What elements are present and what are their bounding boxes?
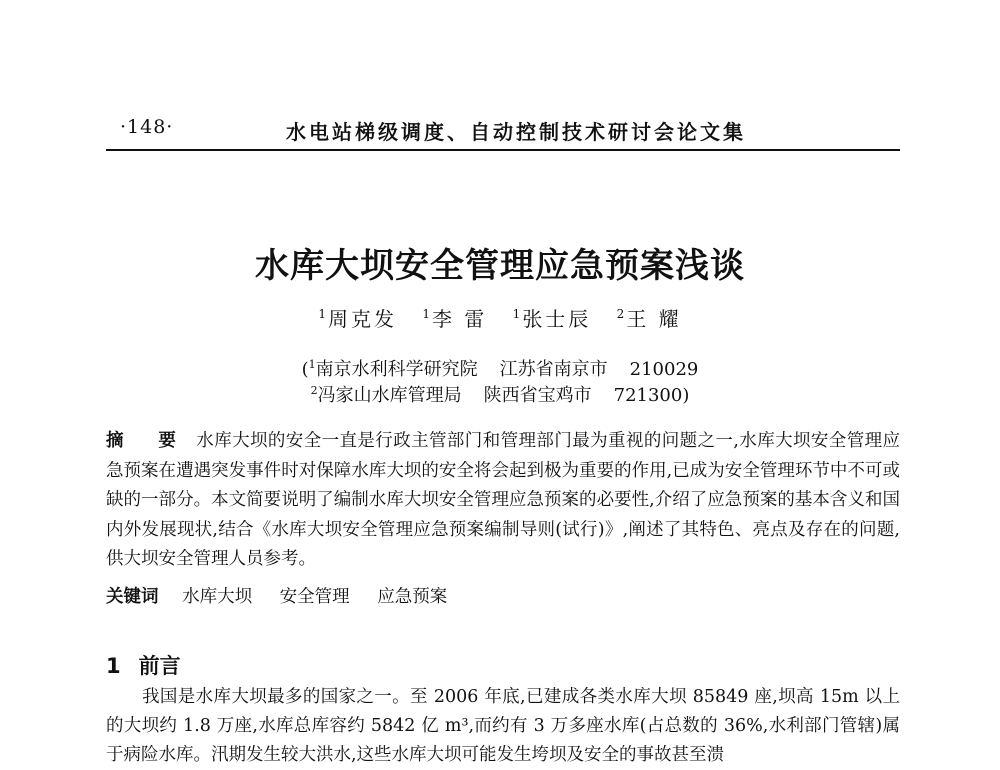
running-header (106, 116, 900, 146)
paper-title: 水库大坝安全管理应急预案浅谈 (255, 246, 745, 286)
header-rule (106, 149, 900, 151)
author: $^2$ 王 耀 (616, 307, 682, 331)
body-paragraph: 我国是水库大坝最多的国家之一。至 2006 年底,已建成各类水库大坝 85849 座,坝高 15m 以上的大坝约 1.8 万座,水库总库容约 5842 亿 m³,而约有 3 万多座水库(占总数的 36%,水利部门管辖)属于病险水库。汛期发生较大洪水,这些水库大坝可能发生垮坝及安全的事故甚至溃 (106, 687, 900, 765)
abstract-text: 水库大坝的安全一直是行政主管部门和管理部门最为重视的问题之一,水库大坝安全管理应急预案在遭遇突发事件时对保障水库大坝的安全将会起到极为重要的作用,已成为安全管理环节中不可或缺的一部分。本文简要说明了编制水库大坝安全管理应急预案的必要性,介绍了应急预案的基本含义和国内外发展现状,结合《水库大坝安全管理应急预案编制导则(试行)》,阐述了其特色、亮点及存在的问题,供大坝安全管理人员参考。 (106, 431, 900, 569)
keyword: 安全管理 (279, 587, 350, 607)
page-number: ·148· (120, 116, 174, 138)
author: $^1$ 李 雷 (422, 307, 488, 331)
affiliation: $^2$冯家山水库管理局 陕西省宝鸡市 721300) (310, 384, 690, 406)
author: $^1$ 张士辰 (512, 307, 592, 331)
section-number: 1 (106, 654, 121, 678)
section-title: 前言 (138, 654, 181, 678)
author-list (0, 303, 1000, 332)
abstract (106, 427, 900, 575)
abstract-label: 摘 要 (106, 431, 191, 451)
keyword: 应急预案 (377, 587, 448, 607)
running-title: 水电站梯级调度、自动控制技术研讨会论文集 (286, 120, 746, 144)
section-heading (106, 650, 181, 680)
affiliation: ($^1$南京水利科学研究院 江苏省南京市 210029 (301, 358, 699, 380)
keyword: 水库大坝 (182, 587, 253, 607)
keywords-label: 关键词 (106, 587, 159, 607)
keywords (106, 583, 900, 608)
author: $^1$ 周克发 (318, 307, 397, 331)
